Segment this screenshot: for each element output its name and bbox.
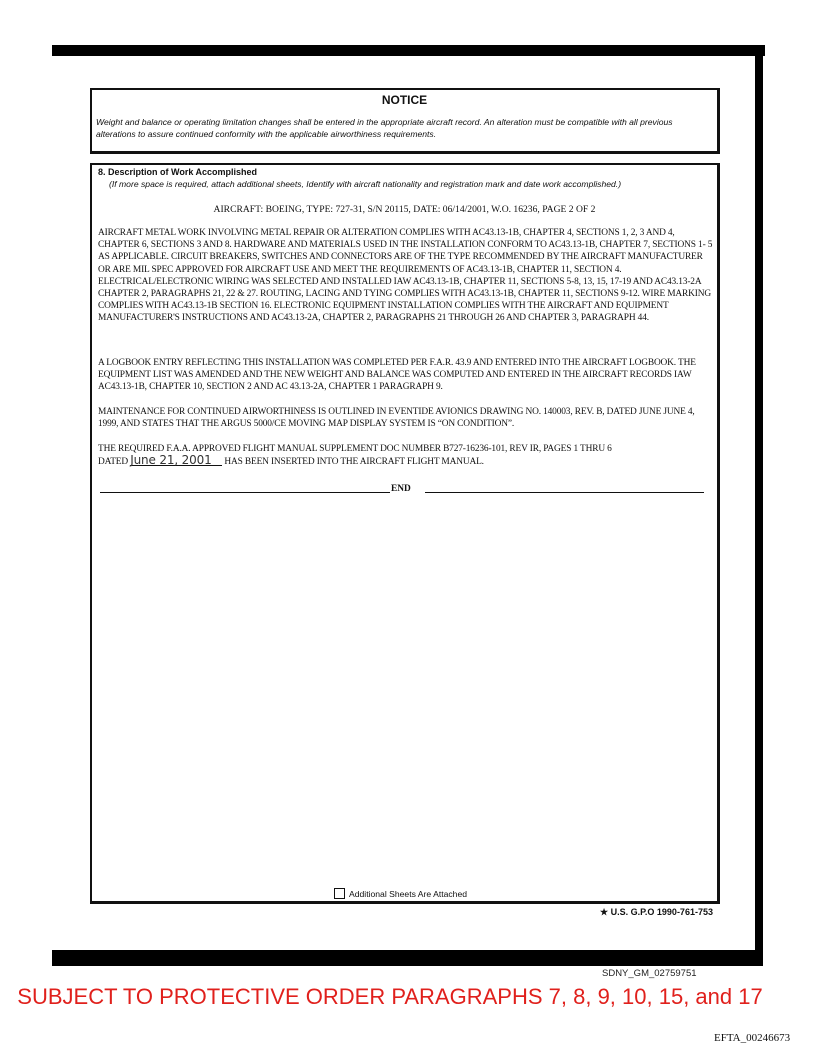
- additional-sheets: [334, 888, 467, 899]
- efta-number: EFTA_00246673: [714, 1032, 791, 1044]
- supplement-line1: THE REQUIRED F.A.A. APPROVED FLIGHT MANUAL SUPPLEMENT DOC NUMBER B727-16236-101, REV IR, PAGES 1 THRU 6: [98, 444, 612, 454]
- paragraph-logbook: A LOGBOOK ENTRY REFLECTING THIS INSTALLATION WAS COMPLETED PER F.A.R. 43.9 AND ENTERED INTO THE AIRCRAFT LOGBOOK. THE EQUIPMENT LIST WAS AMENDED AND THE NEW WEIGHT AND BALANCE WAS COMPUTED AND ENTERED IN THE AIRCRAFT RECORDS IAW AC43.13-1B, CHAPTER 10, SECTION 2 AND AC 43.13-2A, CHAPTER 1 PARAGRAPH 9.: [98, 358, 696, 393]
- scan-border-bottom: [52, 950, 763, 966]
- handwritten-date: June 21, 2001: [130, 455, 222, 466]
- paragraph-metal-work: AIRCRAFT METAL WORK INVOLVING METAL REPAIR OR ALTERATION COMPLIES WITH AC43.13-1B, CHAPTER 4, SECTIONS 1, 2, 3 AND 4, CHAPTER 6, SECTIONS 3 AND 8. HARDWARE AND MATERIALS USED IN THE INSTALLATION CONFORM TO AC43.13-1B, CHAPTER 7, SECTIONS 1- 5 AS APPLICABLE. CIRCUIT BREAKERS, SWITCHES AND CONNECTORS ARE OF THE TYPE RECOMMENDED BY THE AIRCRAFT MANUFACTURER OR ARE MIL SPEC APPROVED FOR AIRCRAFT USE AND MEET THE REQUIREMENTS OF AC43.13-1B, CHAPTER 11, SECTION 4. ELECTRICAL/ELECTRONIC WIRING WAS SELECTED AND INSTALLED IAW AC43.13-1B, CHAPTER 11, SECTIONS 5-8, 13, 15, 17-19 AND AC43.13-2A CHAPTER 2, PARAGRAPHS 21, 22 & 27. ROUTING, LACING AND TYING COMPLIES WITH AC43.13-1B, CHAPTER 11, SECTIONS 9-12. WIRE MARKING COMPLIES WITH AC43.13-1B SECTION 16. ELECTRONIC EQUIPMENT INSTALLATION COMPLIES WITH THE AIRCRAFT AND EQUIPMENT MANUFACTURER'S INSTRUCTIONS AND AC43.13-2A, CHAPTER 2, PARAGRAPHS 21 THROUGH 26 AND CHAPTER 3, PARAGRAPH 44.: [98, 228, 713, 324]
- scan-border-right: [755, 45, 763, 965]
- paragraph-flight-manual: [98, 443, 713, 468]
- additional-sheets-label: Additional Sheets Are Attached: [349, 888, 468, 899]
- additional-sheets-checkbox[interactable]: [334, 888, 345, 899]
- gpo-imprint: ★ U.S. G.P.O 1990-761-753: [600, 907, 713, 917]
- supplement-line2-end: HAS BEEN INSERTED INTO THE AIRCRAFT FLIGHT MANUAL.: [224, 457, 484, 468]
- section-heading: 8. Description of Work Accomplished: [98, 167, 258, 177]
- description-of-work-section: [90, 163, 720, 904]
- end-label: END: [391, 484, 411, 494]
- end-rule-left: [100, 492, 390, 493]
- end-line: [100, 481, 704, 493]
- bates-number: SDNY_GM_02759751: [602, 968, 697, 979]
- notice-box: [90, 88, 720, 154]
- end-rule-right: [425, 492, 704, 493]
- supplement-dated-label: DATED: [98, 457, 128, 468]
- notice-title: NOTICE: [381, 93, 428, 107]
- paragraph-maintenance: MAINTENANCE FOR CONTINUED AIRWORTHINESS IS OUTLINED IN EVENTIDE AVIONICS DRAWING NO. 140003, REV. B, DATED JUNE JUNE 4, 1999, AND STATES THAT THE ARGUS 5000/CE MOVING MAP DISPLAY SYSTEM IS “ON CONDITION”.: [98, 407, 695, 430]
- scan-border-top: [52, 45, 765, 56]
- aircraft-line: AIRCRAFT: BOEING, TYPE: 727-31, S/N 20115, DATE: 06/14/2001, W.O. 16236, PAGE 2 OF 2: [213, 204, 596, 215]
- section-instruction: (If more space is required, attach additional sheets, Identify with aircraft nationality and registration mark and date work accomplished.): [109, 179, 622, 189]
- protective-order-notice: SUBJECT TO PROTECTIVE ORDER PARAGRAPHS 7, 8, 9, 10, 15, and 17: [17, 984, 763, 1009]
- notice-text: Weight and balance or operating limitation changes shall be entered in the appropriate aircraft record. An alteration must be compatible with all previous alterations to assure continued conformity with the applicable airworthiness requirements.: [96, 117, 673, 139]
